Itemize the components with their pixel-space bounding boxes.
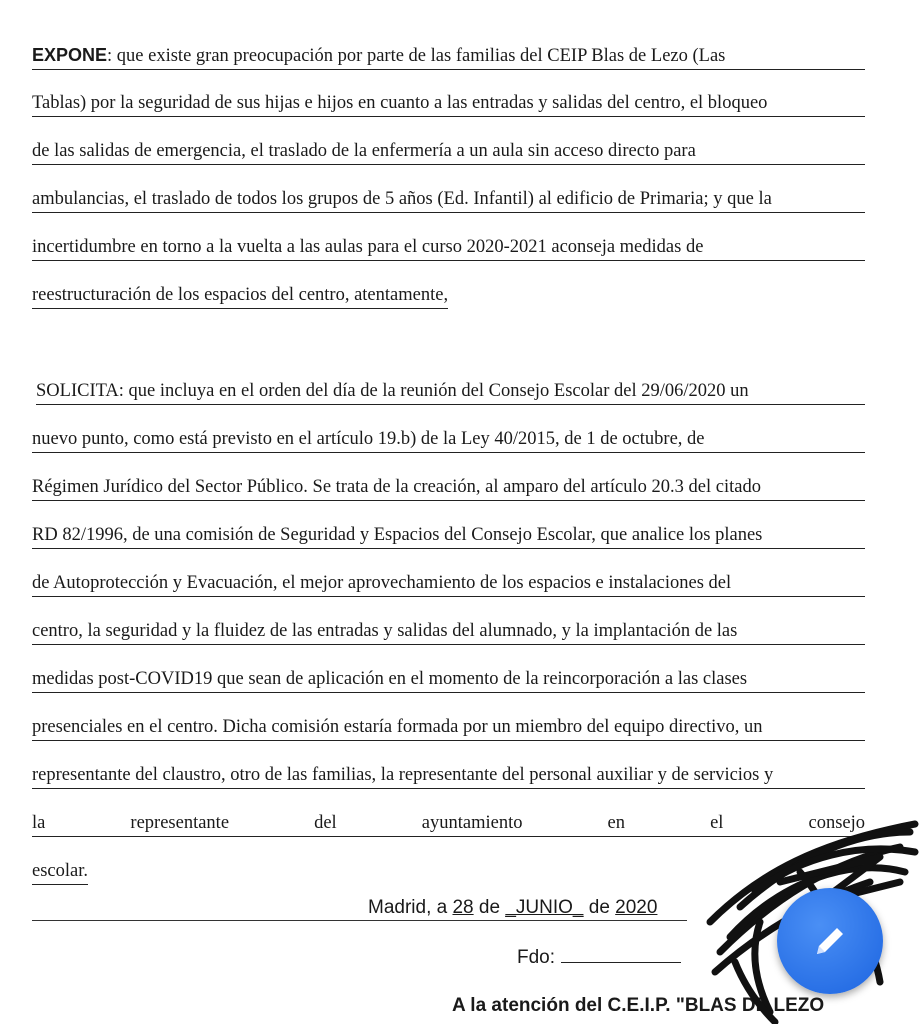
expone-text-6: reestructuración de los espacios del centro, atentamente, <box>32 285 449 305</box>
date-de-2: de <box>588 897 610 918</box>
solicita-text-9: representante del claustro, otro de las familias, la representante del personal auxiliar y de servicios y <box>32 765 774 785</box>
solicita-line-11 <box>32 859 88 885</box>
justified-word: representante <box>130 813 230 833</box>
date-month: _JUNIO_ <box>505 897 584 918</box>
justified-word: el <box>710 813 724 833</box>
expone-line-6 <box>32 283 448 309</box>
fdo-label: Fdo: <box>517 947 556 968</box>
solicita-text-7: medidas post-COVID19 que sean de aplicación en el momento de la reincorporación a las clases <box>32 669 748 689</box>
expone-text-4: ambulancias, el traslado de todos los grupos de 5 años (Ed. Infantil) al edificio de Primaria; y que la <box>32 189 772 209</box>
justified-word: la <box>32 813 46 833</box>
solicita-line-4 <box>32 523 865 549</box>
solicita-line-2 <box>32 427 865 453</box>
solicita-text-6: centro, la seguridad y la fluidez de las entradas y salidas del alumnado, y la implantación de las <box>32 621 738 641</box>
expone-text-5: incertidumbre en torno a la vuelta a las aulas para el curso 2020-2021 aconseja medidas de <box>32 237 704 257</box>
attention-line: A la atención del C.E.I.P. "BLAS DE LEZO <box>452 995 825 1016</box>
solicita-line-1 <box>36 379 865 405</box>
solicita-line-3 <box>32 475 865 501</box>
solicita-text-5: de Autoprotección y Evacuación, el mejor aprovechamiento de los espacios e instalaciones del <box>32 573 732 593</box>
solicita-label: SOLICITA <box>36 381 119 401</box>
solicita-text-1: : que incluya en el orden del día de la reunión del Consejo Escolar del 29/06/2020 un <box>118 381 749 401</box>
expone-text-1: : que existe gran preocupación por parte de las familias del CEIP Blas de Lezo (Las <box>107 46 726 66</box>
solicita-text-4: RD 82/1996, de una comisión de Seguridad y Espacios del Consejo Escolar, que analice los planes <box>32 525 763 545</box>
solicita-line-9 <box>32 763 865 789</box>
expone-text-2: Tablas) por la seguridad de sus hijas e hijos en cuanto a las entradas y salidas del centro, el bloqueo <box>32 93 768 113</box>
solicita-line-5 <box>32 571 865 597</box>
expone-line-3 <box>32 139 865 165</box>
date-day: 28 <box>452 897 474 918</box>
solicita-text-3: Régimen Jurídico del Sector Público. Se trata de la creación, al amparo del artículo 20.3 del citado <box>32 477 761 497</box>
solicita-line-8 <box>32 715 865 741</box>
solicita-text-8: presenciales en el centro. Dicha comisión estaría formada por un miembro del equipo directivo, un <box>32 717 763 737</box>
justified-word: del <box>314 813 337 833</box>
expone-label: EXPONE <box>32 45 108 65</box>
justified-word: ayuntamiento <box>421 813 523 833</box>
justified-word: consejo <box>808 813 865 833</box>
solicita-text-2: nuevo punto, como está previsto en el artículo 19.b) de la Ley 40/2015, de 1 de octubre, de <box>32 429 705 449</box>
solicita-line-6 <box>32 619 865 645</box>
expone-line-2 <box>32 91 865 117</box>
signature-field <box>517 947 681 969</box>
pencil-icon <box>807 918 853 964</box>
date-de-1: de <box>478 897 501 918</box>
date-year: 2020 <box>615 897 658 918</box>
expone-line-1 <box>32 43 865 70</box>
date-prefix: Madrid, a <box>368 897 448 918</box>
justified-word: en <box>607 813 625 833</box>
expone-line-5 <box>32 235 865 261</box>
edit-fab-button[interactable] <box>777 888 883 994</box>
date-line <box>368 897 657 919</box>
solicita-text-11: escolar. <box>32 861 88 881</box>
solicita-line-7 <box>32 667 865 693</box>
signature-rule <box>32 920 687 921</box>
expone-line-4 <box>32 187 865 213</box>
expone-text-3: de las salidas de emergencia, el traslado de la enfermería a un aula sin acceso directo para <box>32 141 696 161</box>
fdo-blank <box>561 948 681 963</box>
